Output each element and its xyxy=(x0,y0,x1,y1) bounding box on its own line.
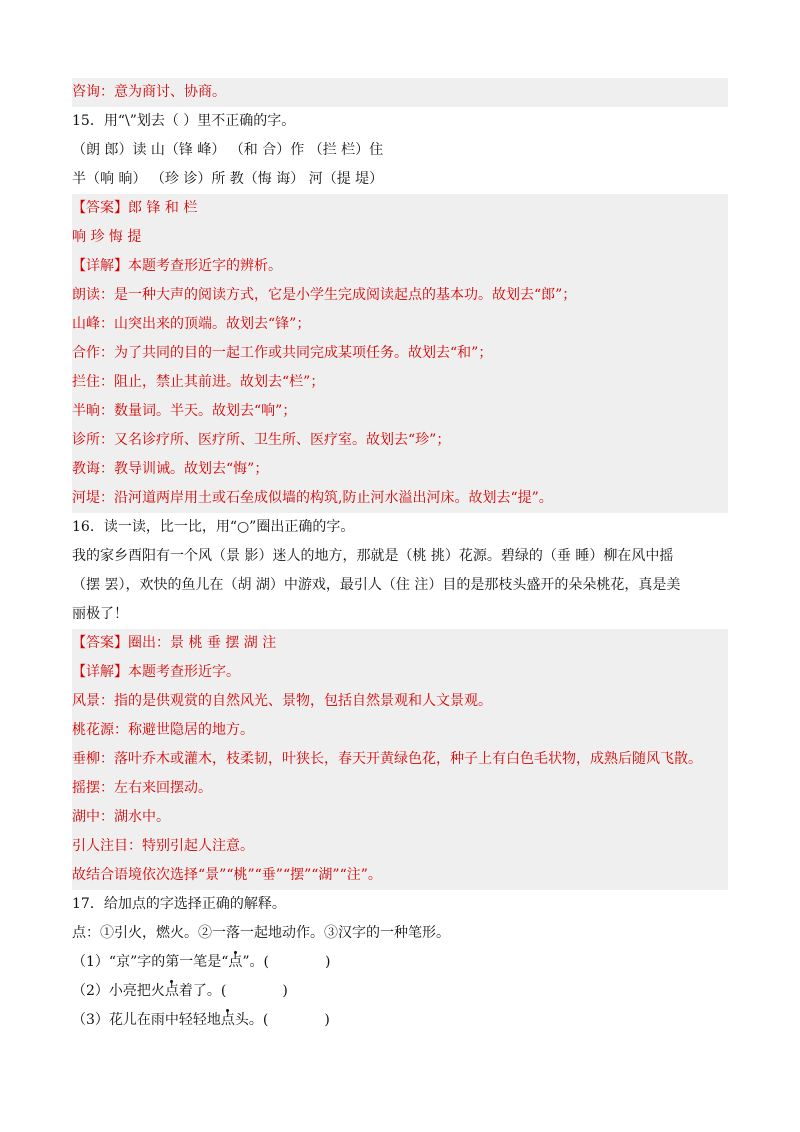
question-15-answer: 【答案】郎 锋 和 栏 xyxy=(72,194,728,223)
answer-line-zixun: 咨询：意为商讨、协商。 xyxy=(72,78,728,107)
question-16-passage-line: （摆 罢），欢快的鱼儿在（胡 湖）中游戏，最引人（住 注）目的是那枝头盛开的朵朵桃花，真是美 xyxy=(72,577,681,593)
question-17-item-3 xyxy=(72,1006,728,1035)
question-16-detail: 垂柳：落叶乔木或灌木，枝柔韧，叶狭长，春天开黄绿色花，种子上有白色毛状物，成熟后随风飞散。 xyxy=(72,745,728,774)
question-15-detail: 诊所：又名诊疗所、医疗所、卫生所、医疗室。故划去“珍”； xyxy=(72,426,728,455)
question-16-detail: 风景：指的是供观赏的自然风光、景物，包括自然景观和人文景观。 xyxy=(72,687,728,716)
dotted-character: 点 xyxy=(228,948,242,977)
question-17-item-1 xyxy=(72,948,728,977)
question-15-detail: 河堤：沿河道两岸用土或石垒成似墙的构筑,防止河水溢出河床。故划去“提”。 xyxy=(72,484,728,513)
question-15-answer-cont: 响 珍 悔 提 xyxy=(72,223,728,252)
question-16-detail: 摇摆：左右来回摆动。 xyxy=(72,774,728,803)
question-15-detail: 朗读：是一种大声的阅读方式，它是小学生完成阅读起点的基本功。故划去“郎”； xyxy=(72,281,728,310)
question-16-prompt: 16．读一读，比一比，用“○”圈出正确的字。 xyxy=(72,519,355,535)
dotted-character: 点 xyxy=(165,977,179,1006)
item-text-before: （1）“京”字的第一笔是“ xyxy=(72,954,229,970)
question-15-detail: 半晌：数量词。半天。故划去“响”； xyxy=(72,397,728,426)
answer-blank[interactable]: ”。( ) xyxy=(242,954,331,970)
question-15-detail-head: 【详解】本题考查形近字的辨析。 xyxy=(72,252,728,281)
answer-blank[interactable]: 着了。( ) xyxy=(178,983,288,999)
question-17-prompt: 17．给加点的字选择正确的解释。 xyxy=(72,896,286,912)
question-16-detail-head: 【详解】本题考查形近字。 xyxy=(72,658,728,687)
question-15-prompt: 15．用“\”划去（ ）里不正确的字。 xyxy=(72,113,296,129)
question-16-passage-line: 我的家乡酉阳有一个风（景 影）迷人的地方，那就是（桃 挑）花源。碧绿的（垂 睡）柳在风中摇 xyxy=(72,548,674,564)
question-16-detail: 桃花源：称避世隐居的地方。 xyxy=(72,716,728,745)
question-15-detail: 拦住：阻止，禁止其前进。故划去“栏”； xyxy=(72,368,728,397)
question-15-row-1: （朗 郎）读 山（锋 峰） （和 合）作 （拦 栏）住 xyxy=(72,142,384,158)
question-17-item-2 xyxy=(72,977,728,1006)
dotted-character: 点 xyxy=(221,1006,235,1035)
question-15-detail: 合作：为了共同的目的一起工作或共同完成某项任务。故划去“和”； xyxy=(72,339,728,368)
question-15-row-2: 半（响 晌） （珍 诊）所 教（悔 诲） 河（提 堤） xyxy=(72,171,384,187)
item-text-before: （2）小亮把火 xyxy=(72,983,165,999)
question-15-detail: 教诲：教导训诫。故划去“悔”； xyxy=(72,455,728,484)
item-text-before: （3）花儿在雨中轻轻地 xyxy=(72,1012,221,1028)
question-16-passage-line: 丽极了！ xyxy=(72,606,128,622)
question-16-detail: 引人注目：特别引起人注意。 xyxy=(72,832,728,861)
answer-blank[interactable]: 头。( ) xyxy=(234,1012,330,1028)
question-15-detail: 山峰：山突出来的顶端。故划去“锋”； xyxy=(72,310,728,339)
question-16-detail: 湖中：湖水中。 xyxy=(72,803,728,832)
question-17-meanings: 点：①引火，燃火。②一落一起地动作。③汉字的一种笔形。 xyxy=(72,925,450,941)
question-16-detail: 故结合语境依次选择“景”“桃”“垂”“摆”“湖”“注”。 xyxy=(72,861,728,890)
document-page xyxy=(72,78,728,1035)
question-16-answer: 【答案】圈出：景 桃 垂 摆 湖 注 xyxy=(72,629,728,658)
